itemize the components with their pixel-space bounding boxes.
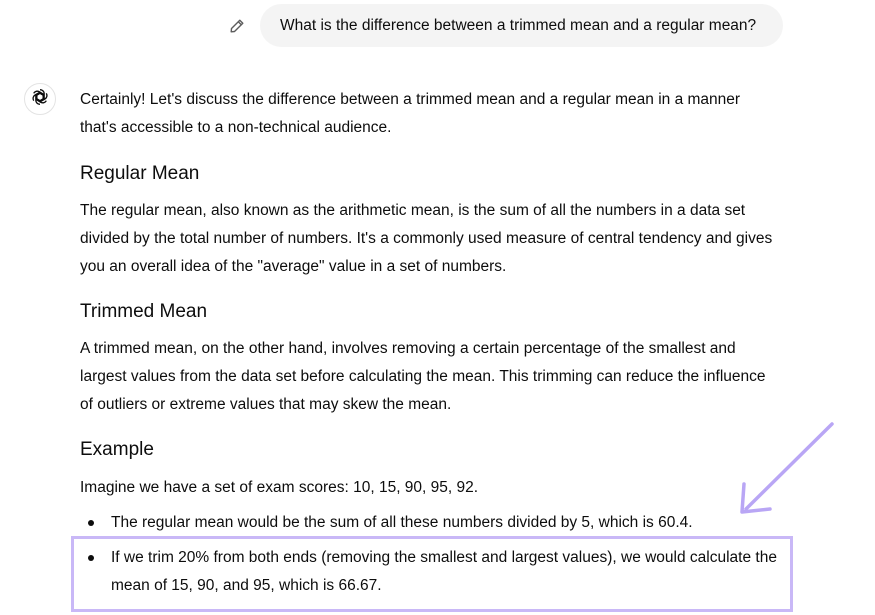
openai-logo-icon bbox=[30, 87, 50, 112]
list-item bbox=[80, 509, 781, 537]
assistant-avatar bbox=[24, 83, 56, 115]
example-paragraph: Imagine we have a set of exam scores: 10, 15, 90, 95, 92. bbox=[80, 479, 479, 496]
highlight-box-annotation bbox=[71, 536, 793, 612]
bullet-text: If we trim 20% from both ends (removing the smallest and largest values), we would calculate the mean of 15, 90, and 95, which is 66.67. bbox=[111, 549, 777, 594]
pencil-icon[interactable] bbox=[228, 17, 246, 35]
intro-paragraph: Certainly! Let's discuss the difference between a trimmed mean and a regular mean in a manner that's accessible to a non-technical audience. bbox=[80, 91, 741, 136]
regular-mean-paragraph: The regular mean, also known as the arithmetic mean, is the sum of all the numbers in a data set divided by the total number of numbers. It's a commonly used measure of central tendency and gives you an overall idea of the "average" value in a set of numbers. bbox=[80, 202, 773, 275]
user-message-row bbox=[0, 4, 875, 48]
example-heading: Example bbox=[80, 439, 154, 460]
trimmed-mean-paragraph: A trimmed mean, on the other hand, involves removing a certain percentage of the smallest and largest values from the data set before calculating the mean. This trimming can reduce the influence of outliers or extreme values that may skew the mean. bbox=[80, 340, 766, 413]
trimmed-mean-heading: Trimmed Mean bbox=[80, 301, 208, 322]
bullet-dot bbox=[88, 520, 94, 526]
annotation-arrow-icon bbox=[730, 418, 840, 523]
user-message-bubble: What is the difference between a trimmed mean and a regular mean? bbox=[260, 4, 783, 47]
bullet-text: The regular mean would be the sum of all these numbers divided by 5, which is 60.4. bbox=[111, 514, 693, 531]
regular-mean-heading: Regular Mean bbox=[80, 163, 200, 184]
